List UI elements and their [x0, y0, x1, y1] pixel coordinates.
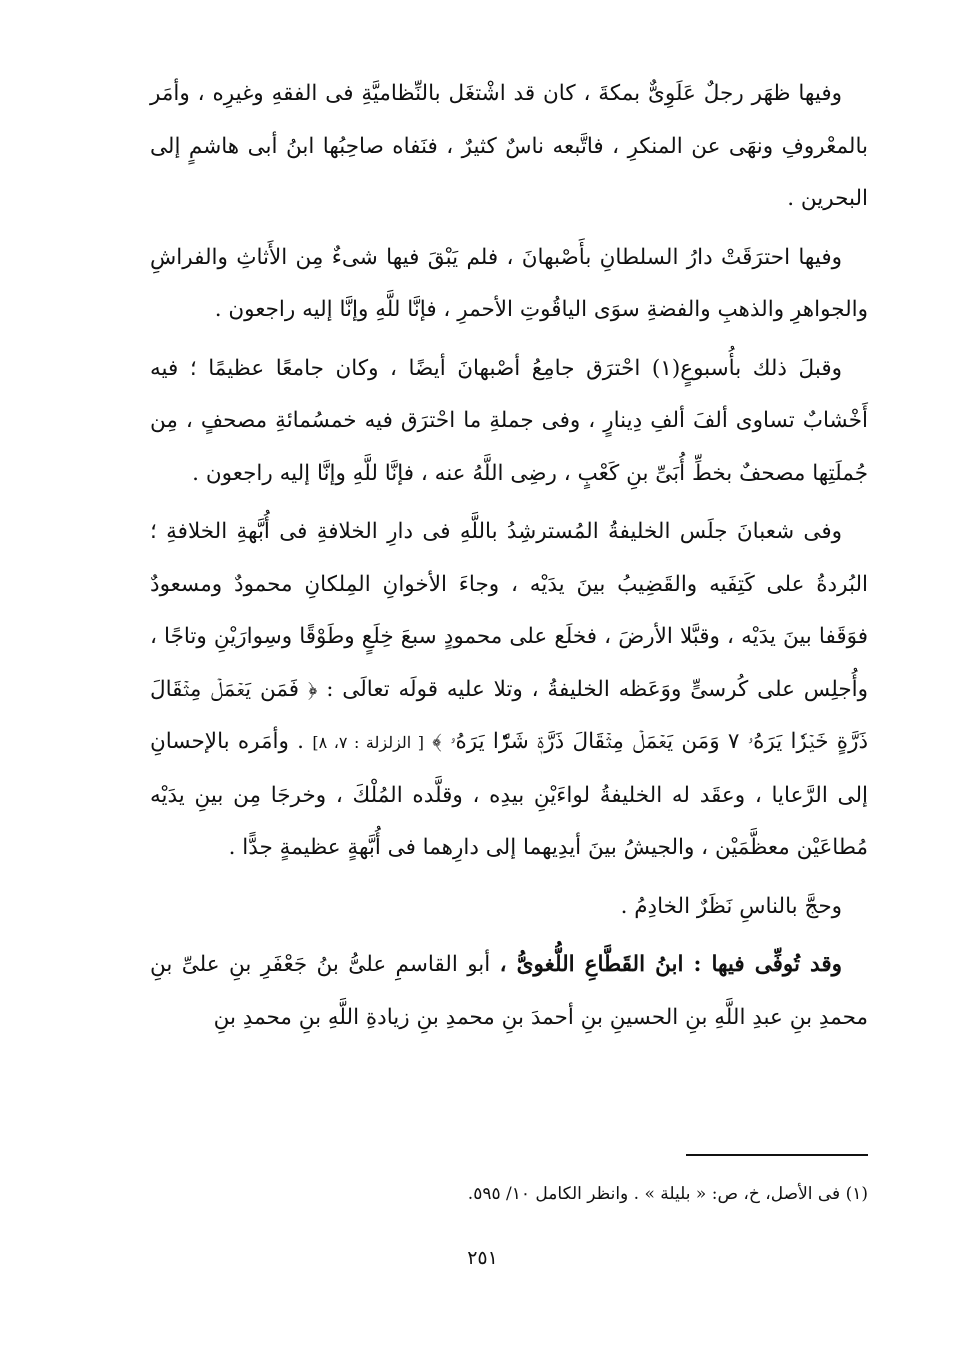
footnote-separator: [686, 1154, 868, 1156]
paragraph-alawi: وفيها ظهَر رجلٌ عَلَوِىٌّ بمكةَ ، كان قد اشْتغَل بالنِّظاميَّةِ فى الفقهِ وغيرِه ، وأمَر بالمعْروفِ ونهَى عن المنكرِ ، فاتَّبعه ناسٌ كثيرٌ ، فنَفاه صاحِبُها ابنُ أبى هاشمٍ إلى البحرين .: [150, 81, 868, 211]
obituary-text: أبو القاسمِ علىُّ بنُ جَعْفَرِ بنِ علىِّ بنِ محمدِ بنِ عبدِ اللَّهِ بنِ الحسينِ بنِ أحمدَ بنِ محمدِ بنِ زيادةِ اللَّهِ بنِ محمدِ بنِ: [150, 952, 868, 1030]
verse-reference: [ الزلزلة : ٧، ٨]: [312, 733, 424, 752]
obituary-lead: وقد تُوفِّى فيها : ابنُ القَطَّاعِ اللُّغوىُّ ،: [499, 952, 842, 977]
paragraph-palace-fire: وفيها احترَقَتْ دارُ السلطانِ بأَصْبهانَ ، فلم يَبْقَ فيها شىءٌ مِن الأَثاثِ والفراشِ والجواهرِ والذهبِ والفضةِ سوَى الياقُوتِ الأحمرِ ، فإنَّا للَّهِ وإنَّا إليه راجعون .: [150, 244, 868, 322]
paragraph-obituary: [150, 939, 868, 1044]
shaban-text: وفى شعبانَ جلَس الخليفةُ المُسترشِدُ باللَّهِ فى دارِ الخلافةِ فى أُبَّهةِ الخلافةِ ؛ البُردةُ على كَتِفَيه والقَضِيبُ بينَ يدَيْه ، وجاءَ الأخوانِ المِلكانِ محمودٌ ومسعودٌ فوَقَفا بينَ يدَيْه ، وقبَّلا الأرضَ ، فخلَع على محمودٍ سبعَ خِلَعٍ وطَوْقًا وسِوارَيْنِ وتاجًا ، وأُجلِس على كُرسىٍّ ووَعَظه الخليفةُ ، وتلا عليه قولَه تعالَى : ﴿ فَمَن يَعۡمَلۡ مِثۡقَالَ ذَرَّةٍ خَيۡرٗا يَرَهُۥ ٧ وَمَن يَعۡمَلۡ مِثۡقَالَ ذَرَّةٖ شَرّٗا يَرَهُۥ ﴾: [150, 519, 869, 754]
shaban-continuation: . وأمَره بالإحسانِ إلى الرَّعايا ، وعقَد له الخليفةُ لواءَيْنِ بيدِه ، وقلَّده المُلْكَ ، وخرجَا مِن بينِ يدَيْه مُطاعَيْن معظَّمَيْن ، والجيشُ بينَ أيدِيهما إلى دارِهما فى أُبَّهةٍ عظيمةٍ جدًّا .: [150, 729, 868, 860]
paragraph-shaban: [150, 506, 868, 875]
page-number: ٢٥١: [467, 1247, 498, 1269]
paragraph-mosque-fire: وقبلَ ذلك بأُسبوعٍ(١) احْترَق جامِعُ أصْبهانَ أيضًا ، وكان جامعًا عظيمًا ؛ فيه أَخْشابٌ تساوى ألفَ ألفِ دِينارٍ ، وفى جملةِ ما احْترَق فيه خمسُمائةِ مصحفٍ ، مِن جُملَتِها مصحفٌ بخطِّ أُبَىِّ بنِ كَعْبٍ ، رضِى اللَّهُ عنه ، فإنَّا للَّهِ وإنَّا إليه راجعون .: [150, 355, 868, 486]
footnote: (١) فى الأصل، خ، ص: « بليلة » . وانظر الكامل ١٠/ ٥٩٥.: [467, 1184, 868, 1204]
main-text: [150, 68, 868, 1050]
paragraph-hajj: وحجَّ بالناسِ نَظَرٌ الخادِمُ .: [620, 893, 842, 919]
